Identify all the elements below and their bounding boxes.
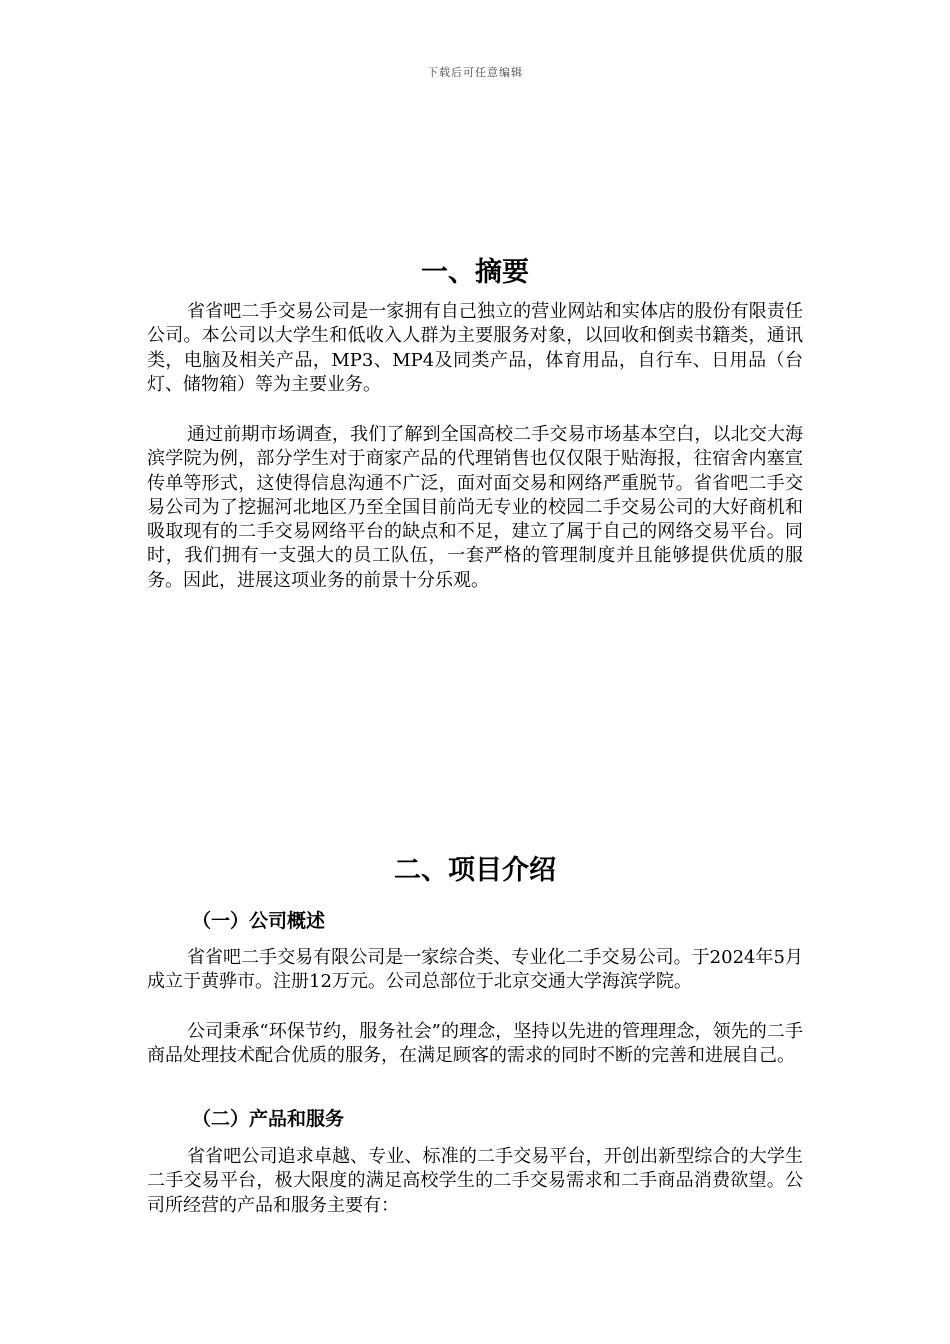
- products-services-paragraph-1: 省省吧公司追求卓越、专业、标准的二手交易平台，开创出新型综合的大学生二手交易平台，极大限度的满足高校学生的二手交易需求和二手商品消费欲望。公司所经营的产品和服务主要有：: [147, 1146, 803, 1216]
- company-overview-paragraph-2: 公司秉承“环保节约，服务社会”的理念，坚持以先进的管理理念，领先的二手商品处理技术配合优质的服务，在满足顾客的需求的同时不断的完善和进展自己。: [147, 1021, 803, 1067]
- subsection-title-products-services: （二）产品和服务: [192, 1108, 345, 1130]
- section-title-abstract: 一、摘要: [421, 257, 529, 288]
- section-title-project-intro: 二、项目介绍: [394, 855, 556, 886]
- subsection-title-company-overview: （一）公司概述: [192, 910, 326, 932]
- company-overview-paragraph-1: 省省吧二手交易有限公司是一家综合类、专业化二手交易公司。于2024年5月成立于黄骅市。注册12万元。公司总部位于北京交通大学海滨学院。: [147, 947, 803, 993]
- page-header-note: 下载后可任意编辑: [427, 66, 523, 79]
- abstract-paragraph-1: 省省吧二手交易公司是一家拥有自己独立的营业网站和实体店的股份有限责任公司。本公司以大学生和低收入人群为主要服务对象，以回收和倒卖书籍类，通讯类，电脑及相关产品，MP3、MP4及同类产品，体育用品，自行车、日用品（台灯、储物箱）等为主要业务。: [147, 301, 803, 395]
- abstract-paragraph-2: 通过前期市场调查，我们了解到全国高校二手交易市场基本空白，以北交大海滨学院为例，部分学生对于商家产品的代理销售也仅仅限于贴海报，往宿舍内塞宣传单等形式，这使得信息沟通不广泛，面对面交易和网络严重脱节。省省吧二手交易公司为了挖掘河北地区乃至全国目前尚无专业的校园二手交易公司的大好商机和吸取现有的二手交易网络平台的缺点和不足，建立了属于自己的网络交易平台。同时，我们拥有一支强大的员工队伍，一套严格的管理制度并且能够提供优质的服务。因此，进展这项业务的前景十分乐观。: [147, 424, 803, 591]
